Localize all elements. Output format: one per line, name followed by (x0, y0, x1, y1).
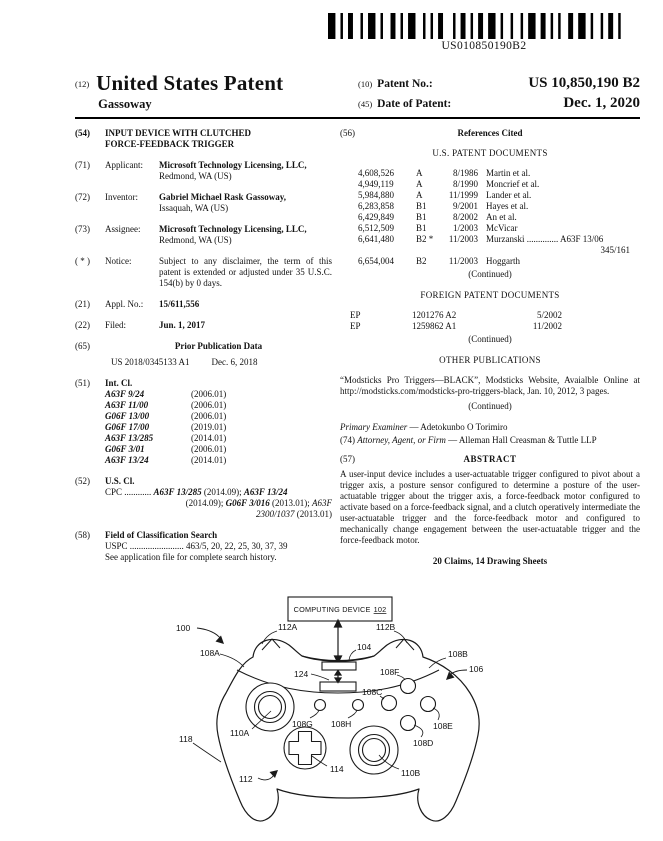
field-52-us-cl (75, 476, 332, 520)
port-double-arrow (335, 671, 341, 683)
int-cl-row (105, 455, 332, 466)
ref-label-108a: 108A (200, 648, 220, 658)
field-65-prior-publication (75, 341, 332, 368)
barcode (328, 13, 640, 52)
int-cl-code: A63F 13/285 (105, 433, 154, 443)
foreign-patent-documents-heading: FOREIGN PATENT DOCUMENTS (420, 290, 560, 300)
ref-number: 6,429,849 (358, 212, 394, 222)
int-cl-code: G06F 13/00 (105, 411, 150, 421)
applicant-label: Applicant: (105, 160, 143, 170)
ref-label-108h: 108H (331, 719, 352, 729)
int-cl-code: G06F 17/00 (105, 422, 150, 432)
inid-10: (10) (358, 79, 373, 89)
cpc-seg: (2013.01); (269, 498, 312, 508)
ref-number: 5,984,880 (358, 190, 394, 200)
inid-74: (74) (340, 435, 358, 445)
inid-65: (65) (75, 341, 90, 351)
references-cited-heading: References Cited (457, 128, 523, 138)
ref-number: 6,283,858 (358, 201, 394, 211)
int-cl-year: (2006.01) (191, 400, 227, 410)
cpc-seg: A63F 13/24 (243, 487, 288, 497)
field-71-applicant (75, 160, 332, 182)
ref-class-continuation: 345/161 (600, 245, 630, 255)
uspc-line: USPC ........................ 463/5, 20, 22, 25, 30, 37, 39 (105, 541, 288, 551)
inventor-name: Gabriel Michael Rask Gassoway, (159, 192, 287, 202)
face-button-108e (421, 697, 436, 712)
abstract-text: A user-input device includes a user-actuatable trigger configured to pivot about a trigger axis, a posture sensor configured to determine a posture of the user-actuatable trigger about the trigger axis, a force-feedback motor configured to activate based on a force-feedback signal, and a clutch operatively intermediate the user-actuatable trigger and the force-feedback motor and configured to mechanically change engagement between the user-actuatable trigger and the force-feedback motor. (340, 469, 640, 545)
field-notice (75, 256, 332, 289)
field-58-classification-search (75, 530, 332, 563)
ref-label-108c: 108C (362, 687, 383, 697)
int-cl-row (105, 400, 332, 411)
table-row (340, 201, 640, 212)
ref-kind: A (416, 179, 423, 189)
applicant-name: Microsoft Technology Licensing, LLC, (159, 160, 307, 170)
cpc-seg: A63F (312, 498, 332, 508)
inventor-address: Issaquah, WA (US) (159, 203, 229, 213)
ref-label-112: 112 (239, 774, 253, 784)
other-publications-text: “Modsticks Pro Triggers—BLACK”, Modsticks Website, Avaialble Online at http://modsticks.com/modsticks-pro-triggers-black, Jan. 10, 2012, 3 pages. (340, 375, 640, 396)
table-row (340, 212, 640, 223)
continued-note: (Continued) (468, 334, 512, 344)
table-row (340, 168, 640, 179)
first-inventor-name: Gassoway (98, 97, 152, 111)
cpc-line-3 (105, 509, 332, 520)
face-button-108c (382, 696, 397, 711)
date-of-patent-label: Date of Patent: (377, 98, 452, 110)
assignee-label: Assignee: (105, 224, 141, 234)
ref-name: Murzanski .............. A63F 13/06 (486, 234, 604, 244)
computing-device-box (288, 597, 392, 621)
field-73-assignee (75, 224, 332, 246)
ref-kind: B2 (416, 256, 427, 266)
ref-date: 8/1986 (452, 168, 478, 178)
inid-51: (51) (75, 378, 90, 388)
us-references-table (340, 168, 640, 267)
ref-date: 11/2003 (448, 234, 478, 244)
cpc-seg: (2014.09); (185, 498, 226, 508)
ref-label-112b: 112B (376, 622, 396, 632)
foreign-number: 1201276 A2 (412, 310, 457, 320)
inid-45: (45) (358, 99, 373, 109)
right-column (340, 128, 640, 567)
inid-73: (73) (75, 224, 90, 234)
barcode-text: US010850190B2 (441, 40, 527, 52)
int-cl-year: (2019.01) (191, 422, 227, 432)
foreign-number: 1259862 A1 (412, 321, 457, 331)
patent-number-row (358, 75, 640, 92)
ref-date: 8/1990 (452, 179, 478, 189)
continued-note: (Continued) (468, 401, 512, 411)
ref-label-108f: 108F (380, 667, 400, 677)
ref-label-108b: 108B (448, 649, 468, 659)
int-cl-row (105, 422, 332, 433)
inid-52: (52) (75, 476, 90, 486)
view-button-108g (315, 700, 326, 711)
left-column (75, 128, 332, 573)
field-72-inventor (75, 192, 332, 214)
computing-device-number: 102 (373, 605, 387, 614)
inid-58: (58) (75, 530, 90, 540)
ref-name: An et al. (486, 212, 517, 222)
attorney-label: Attorney, Agent, or Firm (357, 435, 446, 445)
inid-22: (22) (75, 320, 90, 330)
field-56-references (340, 128, 640, 139)
ref-number: 6,512,509 (358, 223, 394, 233)
foreign-country: EP (350, 310, 361, 320)
appl-no-label: Appl. No.: (105, 299, 144, 309)
figure-1-drawing (0, 590, 663, 841)
foreign-country: EP (350, 321, 361, 331)
prior-publication-number: US 2018/0345133 A1 (111, 357, 190, 367)
ref-date: 11/2003 (448, 256, 478, 266)
ref-label-110b: 110B (401, 768, 421, 778)
int-cl-row (105, 433, 332, 444)
inid-12: (12) (75, 79, 90, 89)
cpc-line-2 (105, 498, 332, 509)
ref-label-112a: 112A (278, 622, 298, 632)
table-row (340, 321, 640, 332)
ref-label-108e: 108E (433, 721, 453, 731)
int-cl-code: A63F 11/00 (105, 400, 149, 410)
ref-date: 1/2003 (452, 223, 478, 233)
filed-label: Filed: (105, 320, 127, 330)
ref-name: Lander et al. (486, 190, 532, 200)
primary-examiner-name: — Adetokunbo O Torimiro (407, 422, 508, 432)
int-cl-row (105, 411, 332, 422)
claims-sheets-line: 20 Claims, 14 Drawing Sheets (432, 556, 548, 566)
foreign-date: 11/2002 (532, 321, 562, 331)
int-cl-year: (2006.01) (191, 411, 227, 421)
cpc-seg: 2300/1037 (255, 509, 295, 519)
ref-kind: A (416, 168, 423, 178)
ref-label-114: 114 (330, 764, 344, 774)
int-cl-code: A63F 13/24 (105, 455, 149, 465)
foreign-references-table (340, 310, 640, 332)
int-cl-code: A63F 9/24 (105, 389, 145, 399)
port-component-104 (322, 662, 356, 670)
face-button-108f (401, 679, 416, 694)
field-57-abstract (340, 454, 640, 465)
field-54-title (75, 128, 332, 150)
table-row (340, 223, 640, 234)
applicant-address: Redmond, WA (US) (159, 171, 232, 181)
cpc-seg: A63F 13/285 (153, 487, 202, 497)
continued-note: (Continued) (468, 269, 512, 279)
int-cl-row (105, 389, 332, 400)
attorney-line (340, 435, 640, 446)
ref-label-124: 124 (294, 669, 309, 679)
ref-number: 4,949,119 (358, 179, 394, 189)
header-rule (75, 117, 640, 119)
ref-label-110a: 110A (230, 728, 250, 738)
ref-label-104: 104 (357, 642, 372, 652)
reference-labels (176, 622, 483, 784)
inid-72: (72) (75, 192, 90, 202)
table-row (340, 234, 640, 245)
ref-number: 6,654,004 (358, 256, 394, 266)
prior-publication-heading: Prior Publication Data (174, 341, 263, 351)
ref-number: 4,608,526 (358, 168, 394, 178)
patent-no-label: Patent No.: (377, 78, 433, 90)
int-cl-year: (2006.01) (191, 389, 227, 399)
attorney-name: — Alleman Hall Creasman & Tuttle LLP (445, 435, 597, 445)
filed-value: Jun. 1, 2017 (159, 320, 206, 330)
inid-57: (57) (340, 454, 355, 464)
invention-title-line2: FORCE-FEEDBACK TRIGGER (105, 139, 235, 149)
date-of-patent-value: Dec. 1, 2020 (563, 95, 640, 111)
ref-label-100: 100 (176, 623, 191, 633)
int-cl-heading: Int. Cl. (105, 378, 133, 388)
primary-examiner-label: Primary Examiner (340, 422, 408, 432)
inid-star: ( * ) (75, 256, 90, 266)
field-search-heading: Field of Classification Search (105, 530, 218, 540)
barcode-bars (328, 13, 640, 39)
ref-label-118: 118 (179, 734, 193, 744)
table-row (340, 310, 640, 321)
ref-kind: A (416, 190, 423, 200)
field-51-int-cl (75, 378, 332, 466)
header-left (75, 72, 358, 112)
inid-54: (54) (75, 128, 90, 138)
inventor-label: Inventor: (105, 192, 138, 202)
other-publications-heading: OTHER PUBLICATIONS (439, 355, 541, 365)
int-cl-year: (2014.01) (191, 455, 227, 465)
ref-date: 9/2001 (452, 201, 478, 211)
header (75, 72, 640, 112)
ref-label-108g: 108G (292, 719, 313, 729)
cpc-line-1 (105, 487, 332, 498)
field-21-appl-no (75, 299, 332, 310)
us-patent-documents-heading: U.S. PATENT DOCUMENTS (432, 148, 548, 158)
us-cl-heading: U.S. Cl. (105, 476, 135, 486)
ref-date: 8/2002 (452, 212, 478, 222)
ref-name: McVicar (486, 223, 518, 233)
field-22-filed (75, 320, 332, 331)
page-title: United States Patent (96, 71, 284, 95)
assignee-address: Redmond, WA (US) (159, 235, 232, 245)
cpc-seg: CPC ............ (105, 487, 154, 497)
notice-label: Notice: (105, 256, 132, 266)
patent-date-row (358, 95, 640, 112)
inid-56: (56) (340, 128, 355, 138)
ref-kind: B2 * (416, 234, 434, 244)
ref-kind: B1 (416, 223, 427, 233)
face-button-108d (401, 716, 416, 731)
prior-publication-date: Dec. 6, 2018 (211, 357, 258, 367)
ref-label-108d: 108D (413, 738, 434, 748)
cpc-seg: (2013.01) (294, 509, 332, 519)
assignee-name: Microsoft Technology Licensing, LLC, (159, 224, 307, 234)
inid-21: (21) (75, 299, 90, 309)
int-cl-code: G06F 3/01 (105, 444, 145, 454)
computing-device-text: COMPUTING DEVICE (293, 605, 371, 614)
int-cl-year: (2014.01) (191, 433, 227, 443)
header-right (358, 72, 640, 112)
search-history-note: See application file for complete search history. (105, 552, 277, 562)
ref-name: Hoggarth (486, 256, 520, 266)
cpc-seg: G06F 3/016 (225, 498, 270, 508)
table-row (340, 256, 640, 267)
ref-name: Moncrief et al. (486, 179, 540, 189)
primary-examiner-line (340, 422, 640, 433)
ref-name: Martin et al. (486, 168, 531, 178)
foreign-date: 5/2002 (536, 310, 562, 320)
ref-name: Hayes et al. (486, 201, 529, 211)
table-row (340, 179, 640, 190)
table-row (340, 190, 640, 201)
int-cl-row (105, 444, 332, 455)
ref-label-106: 106 (469, 664, 484, 674)
left-thumbstick-cap-inner (259, 696, 282, 719)
int-cl-year: (2006.01) (191, 444, 227, 454)
appl-no-value: 15/611,556 (159, 299, 200, 309)
ref-kind: B1 (416, 212, 427, 222)
notice-text: Subject to any disclaimer, the term of this patent is extended or adjusted under 35 U.S.C. 154(b) by 0 days. (159, 256, 332, 288)
cpc-seg: (2014.09); (201, 487, 244, 497)
ref-kind: B1 (416, 201, 427, 211)
inid-71: (71) (75, 160, 90, 170)
ref-date: 11/1999 (448, 190, 478, 200)
invention-title-line1: INPUT DEVICE WITH CLUTCHED (105, 128, 251, 138)
connection-arrow (335, 620, 342, 663)
patent-no-value: US 10,850,190 B2 (528, 75, 640, 91)
menu-button-108h (353, 700, 364, 711)
ref-number: 6,641,480 (358, 234, 394, 244)
abstract-heading: ABSTRACT (463, 454, 517, 464)
